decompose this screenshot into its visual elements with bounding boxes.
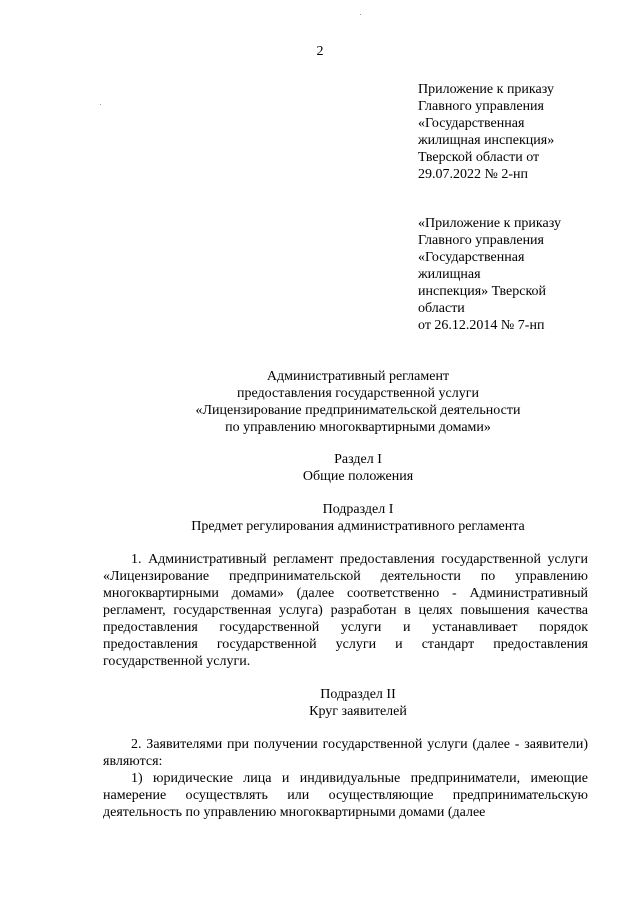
- paragraph-text: 1. Административный регламент предоставления государственной услуги «Лицензирование предпринимательской деятельности по управлению многоквартирными домами» (далее соответственно - Административный регламент, государственная услуга) разработан в целях повышения качества предоставления государственной услуги и устанавливает порядок предоставления государственной услуги и стандарт предоставления государственной услуги.: [103, 552, 588, 669]
- appendix-note-previous: [418, 215, 580, 334]
- subsection-number: Подраздел I: [322, 502, 394, 517]
- appendix-line: «Приложение к приказу: [418, 216, 561, 231]
- section-number: Раздел I: [334, 452, 382, 467]
- appendix-line: жилищная: [418, 267, 481, 282]
- section-heading: [103, 451, 613, 485]
- scan-speck: [360, 14, 361, 15]
- paragraph-2: [103, 736, 588, 770]
- title-line: «Лицензирование предпринимательской деятельности: [195, 403, 521, 418]
- appendix-line: Приложение к приказу: [418, 82, 554, 97]
- appendix-line: Тверской области от: [418, 150, 540, 165]
- paragraph-text: 2. Заявителями при получении государственной услуги (далее - заявители) являются:: [103, 737, 588, 769]
- appendix-line: области: [418, 301, 465, 316]
- appendix-line: «Государственная: [418, 250, 525, 265]
- document-title: [103, 368, 613, 436]
- title-line: Административный регламент: [266, 369, 450, 384]
- subsection-name: Круг заявителей: [309, 704, 407, 719]
- title-line: по управлению многоквартирными домами»: [225, 420, 491, 435]
- appendix-line: «Государственная: [418, 116, 525, 131]
- appendix-line: инспекция» Тверской: [418, 284, 547, 299]
- paragraph-text: 1) юридические лица и индивидуальные предприниматели, имеющие намерение осуществлять или осуществляющие предпринимательскую деятельность по управлению многоквартирными домами (далее: [103, 771, 588, 820]
- scan-speck: [100, 104, 101, 105]
- subsection-heading-2: [103, 686, 613, 720]
- subsection-number: Подраздел II: [320, 687, 396, 702]
- page-number: 2: [316, 44, 324, 59]
- appendix-line: Главного управления: [418, 99, 544, 114]
- paragraph-1: [103, 551, 588, 670]
- subsection-name: Предмет регулирования административного регламента: [191, 519, 525, 534]
- subsection-heading-1: [103, 501, 613, 535]
- appendix-note-current: [418, 81, 623, 183]
- appendix-line: Главного управления: [418, 233, 544, 248]
- section-name: Общие положения: [302, 469, 414, 484]
- paragraph-3: [103, 770, 588, 821]
- appendix-line: от 26.12.2014 № 7-нп: [418, 318, 545, 333]
- title-line: предоставления государственной услуги: [237, 386, 479, 401]
- appendix-line: жилищная инспекция»: [418, 133, 555, 148]
- appendix-line: 29.07.2022 № 2-нп: [418, 167, 529, 182]
